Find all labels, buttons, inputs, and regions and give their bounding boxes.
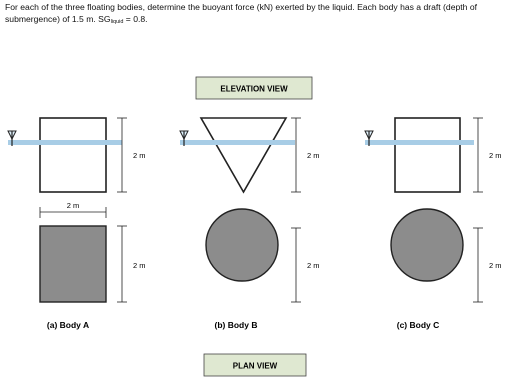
body-b-elevation-dim-label: 2 m xyxy=(307,151,320,160)
body-c-plan xyxy=(391,209,463,281)
body-a-plan-dim-label: 2 m xyxy=(133,261,146,270)
body-c-elevation-dimension xyxy=(473,118,502,192)
body-b-plan xyxy=(206,209,278,281)
problem-text-start: For each of the three floating bodies, determine the buoyant force (kN) exerted by the liquid. Each body has a draft (depth of submergence) of 1.5 m. SG xyxy=(5,2,477,24)
elevation-view-label: ELEVATION VIEW xyxy=(220,84,288,94)
body-b-elevation-dimension xyxy=(291,118,320,192)
body-b-elevation xyxy=(180,118,295,192)
body-a-square xyxy=(40,118,106,192)
body-b-caption: (b) Body B xyxy=(214,320,258,330)
body-a-plan xyxy=(40,226,106,302)
body-a-elevation-dimension xyxy=(117,118,146,192)
plan-view-label: PLAN VIEW xyxy=(232,361,278,371)
body-c-caption: (c) Body C xyxy=(396,320,440,330)
elevation-view-box xyxy=(196,77,312,99)
body-a-plan-dimension xyxy=(117,226,146,302)
body-b-plan-circle xyxy=(206,209,278,281)
body-b-plan-dim-label: 2 m xyxy=(307,261,320,270)
body-a-elevation-dim-label: 2 m xyxy=(133,151,146,160)
body-c-plan-dim-label: 2 m xyxy=(489,261,502,270)
body-b-triangle xyxy=(201,118,286,192)
body-c-plan-circle xyxy=(391,209,463,281)
body-a-elevation xyxy=(8,118,122,192)
body-c-elevation xyxy=(365,118,474,192)
body-b-plan-dimension xyxy=(291,228,320,302)
body-c-elevation-dim-label: 2 m xyxy=(489,151,502,160)
body-c-plan-dimension xyxy=(473,228,502,302)
body-a-width-dimension xyxy=(40,201,106,218)
problem-subscript: liquid xyxy=(110,18,124,25)
problem-text-end: = 0.8. xyxy=(123,13,148,24)
body-a-width-dim-label: 2 m xyxy=(66,201,80,210)
body-a-caption: (a) Body A xyxy=(46,320,90,330)
plan-view-box xyxy=(204,354,306,376)
body-a-plan-square xyxy=(40,226,106,302)
body-c-square xyxy=(395,118,460,192)
